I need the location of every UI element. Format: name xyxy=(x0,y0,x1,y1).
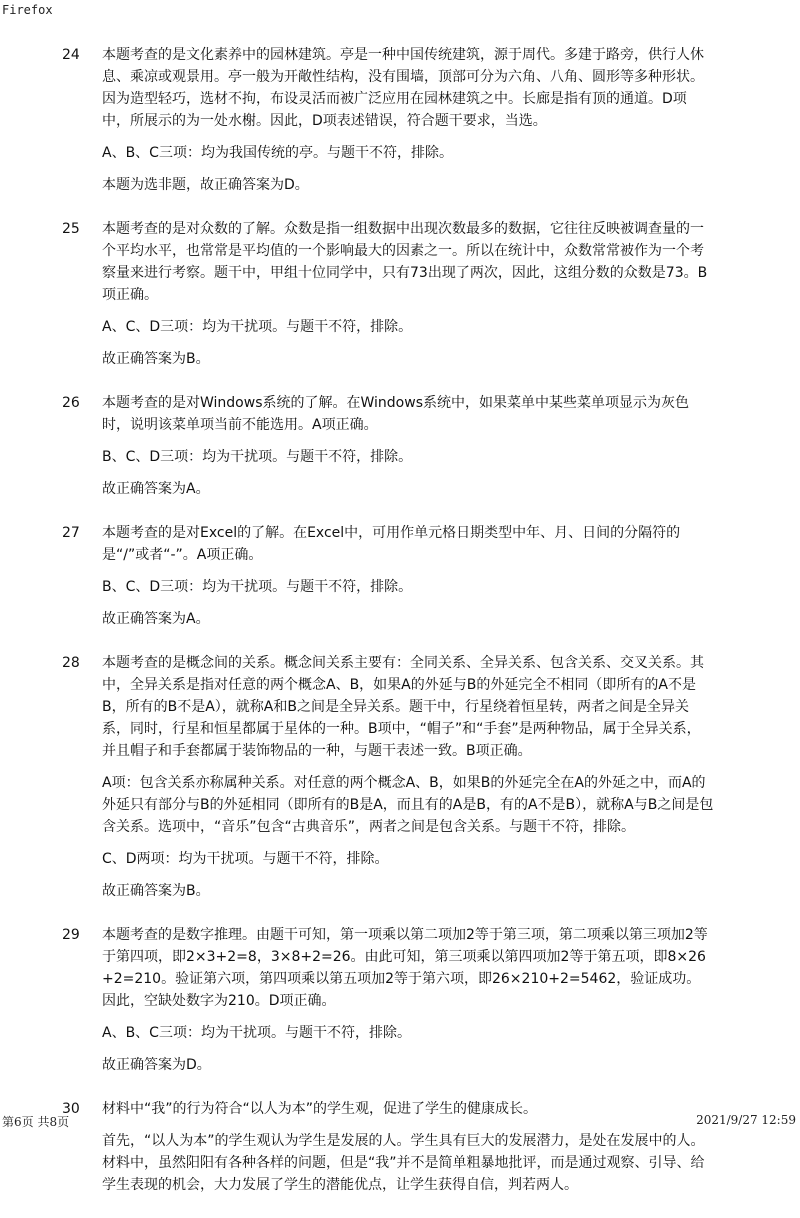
question-number: 24 xyxy=(62,47,80,63)
answer-text xyxy=(102,44,714,206)
answer-paragraph: 故正确答案为B。 xyxy=(102,351,210,367)
analysis-paragraph: 本题考查的是文化素养中的园林建筑。亭是一种中国传统建筑，源于周代。多建于路旁，供行人休息、乘凉或观景用。亭一般为开敞性结构，没有围墙，顶部可分为六角、八角、圆形等多种形状。因为造型轻巧，选材不拘，布设灵活而被广泛应用在园林建筑之中。长廊是指有顶的通道。D项中，所展示的为一处水榭。因此，D项表述错误，符合题干要求，当选。 xyxy=(102,47,704,129)
answer-paragraph: 本题为选非题，故正确答案为D。 xyxy=(102,177,309,193)
question-29 xyxy=(0,924,800,1086)
browser-title: Firefox xyxy=(2,3,53,17)
question-30 xyxy=(0,1098,800,1206)
option-paragraph: A、B、C三项：均为干扰项。与题干不符，排除。 xyxy=(102,1025,411,1041)
analysis-paragraph: 本题考查的是数字推理。由题干可知，第一项乘以第二项加2等于第三项，第二项乘以第三项加2等于第四项，即2×3+2=8，3×8+2=26。由此可知，第三项乘以第四项加2等于第五项，即8×26+2=210。验证第六项，第四项乘以第五项加2等于第六项，即26×210+2=5462，验证成功。因此，空缺处数字为210。D项正确。 xyxy=(102,927,708,1009)
answer-text xyxy=(102,218,714,380)
question-number: 27 xyxy=(62,525,80,541)
answer-text xyxy=(102,652,714,912)
question-24 xyxy=(0,44,800,206)
option-a-paragraph: A项：包含关系亦称属种关系。对任意的两个概念A、B，如果B的外延完全在A的外延之中，而A的外延只有部分与B的外延相同（即所有的B是A，而且有的A是B，有的A不是B），就称A与B之间是包含关系。选项中，“音乐”包含“古典音乐”，两者之间是包含关系。与题干不符，排除。 xyxy=(102,775,714,835)
analysis-paragraph: 本题考查的是对众数的了解。众数是指一组数据中出现次数最多的数据，它往往反映被调查量的一个平均水平，也常常是平均值的一个影响最大的因素之一。所以在统计中，众数常常被作为一个考察量来进行考察。题干中，甲组十位同学中，只有73出现了两次，因此，这组分数的众数是73。B项正确。 xyxy=(102,221,708,303)
question-25 xyxy=(0,218,800,380)
option-paragraph: B、C、D三项：均为干扰项。与题干不符，排除。 xyxy=(102,449,413,465)
option-paragraph: C、D两项：均为干扰项。与题干不符，排除。 xyxy=(102,851,389,867)
answer-paragraph: 故正确答案为B。 xyxy=(102,883,210,899)
answer-text xyxy=(102,522,714,640)
answer-paragraph: 故正确答案为D。 xyxy=(102,1057,211,1073)
answer-paragraph: 故正确答案为A。 xyxy=(102,611,210,627)
question-number: 29 xyxy=(62,927,80,943)
document-page xyxy=(0,44,800,1218)
answer-text xyxy=(102,1098,714,1206)
answer-text xyxy=(102,924,714,1086)
option-paragraph: A、C、D三项：均为干扰项。与题干不符，排除。 xyxy=(102,319,413,335)
page-indicator: 第6页 共8页 xyxy=(2,1115,70,1129)
question-26 xyxy=(0,392,800,510)
question-number: 30 xyxy=(62,1101,80,1117)
question-number: 28 xyxy=(62,655,80,671)
question-number: 26 xyxy=(62,395,80,411)
analysis-paragraph: 本题考查的是对Excel的了解。在Excel中，可用作单元格日期类型中年、月、日间的分隔符的是“/”或者“-”。A项正确。 xyxy=(102,525,681,563)
answer-text xyxy=(102,392,714,510)
question-number: 25 xyxy=(62,221,80,237)
option-paragraph: B、C、D三项：均为干扰项。与题干不符，排除。 xyxy=(102,579,413,595)
analysis-paragraph: 本题考查的是对Windows系统的了解。在Windows系统中，如果菜单中某些菜单项显示为灰色时，说明该菜单项当前不能选用。A项正确。 xyxy=(102,395,689,433)
option-paragraph: A、B、C三项：均为我国传统的亭。与题干不符，排除。 xyxy=(102,145,453,161)
print-timestamp: 2021/9/27 12:59 xyxy=(696,1113,796,1127)
analysis-paragraph: 首先，“以人为本”的学生观认为学生是发展的人。学生具有巨大的发展潜力，是处在发展中的人。材料中，虽然阳阳有各种各样的问题，但是“我”并不是简单粗暴地批评，而是通过观察、引导、给学生表现的机会，大力发展了学生的潜能优点，让学生获得自信，判若两人。 xyxy=(102,1133,705,1193)
question-27 xyxy=(0,522,800,640)
analysis-paragraph: 本题考查的是概念间的关系。概念间关系主要有：全同关系、全异关系、包含关系、交叉关系。其中，全异关系是指对任意的两个概念A、B，如果A的外延与B的外延完全不相同（即所有的A不是B，所有的B不是A），就称A和B之间是全异关系。题干中，行星绕着恒星转，两者之间是全异关系，同时，行星和恒星都属于星体的一种。B项中，“帽子”和“手套”是两种物品，属于全异关系，并且帽子和手套都属于装饰物品的一种，与题干表述一致。B项正确。 xyxy=(102,655,704,759)
question-28 xyxy=(0,652,800,912)
analysis-paragraph: 材料中“我”的行为符合“以人为本”的学生观，促进了学生的健康成长。 xyxy=(102,1101,538,1117)
answer-paragraph: 故正确答案为A。 xyxy=(102,481,210,497)
